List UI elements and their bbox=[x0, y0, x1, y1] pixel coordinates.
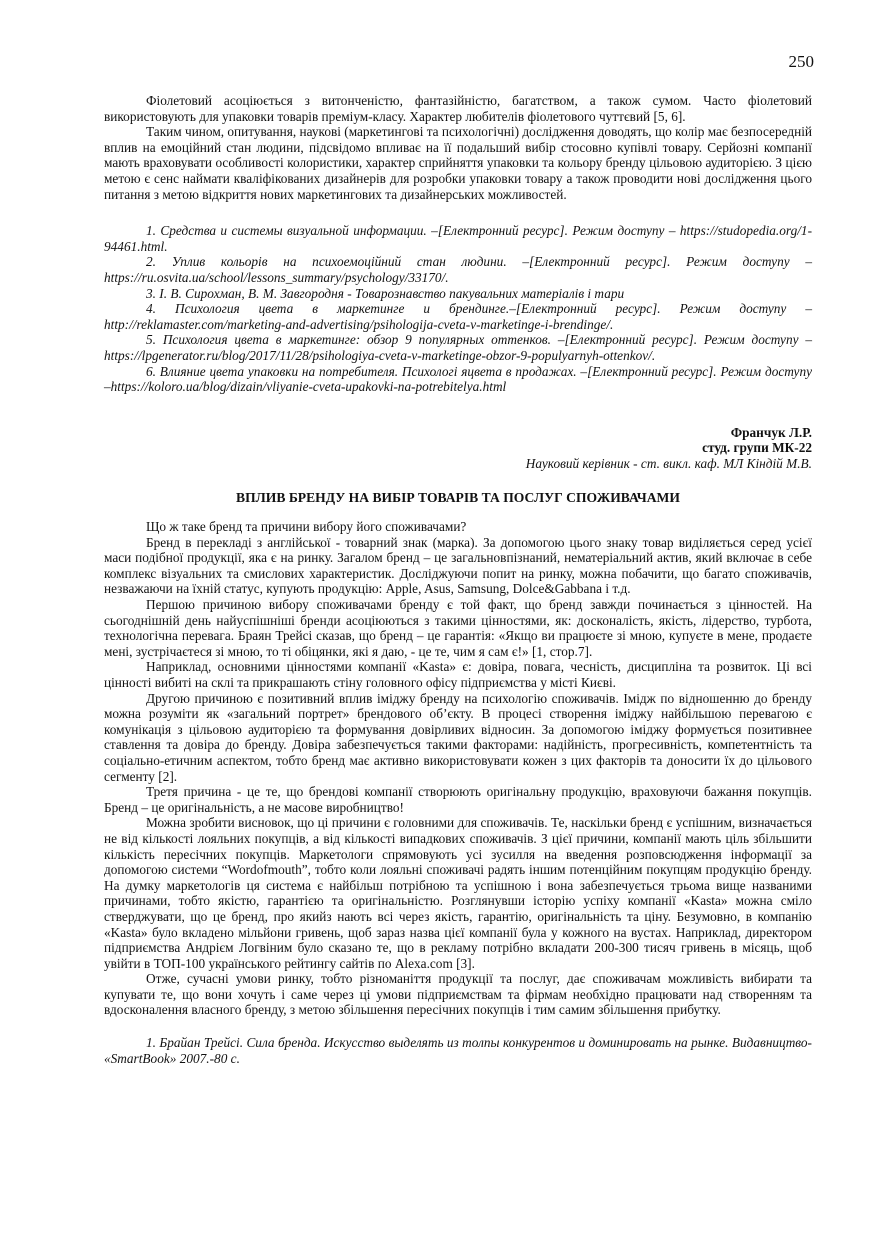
paragraph: Таким чином, опитування, наукові (маркетингові та психологічні) дослідження доводять, що колір має безпосередній вплив на емоційний стан людини, підсвідомо впливає на її подальший вибір стосовно купівлі товару. Серйозні компанії мають враховувати особливості колористики, характер сприйняття упаковки та кольору бренду цільовою аудиторією. З цією метою є сенс наймати кваліфікованих дизайнерів для розробки упаковки товару а також проводити нові дослідження цього питання з метою відкриття нових маркетингових та дизайнерських можливостей. bbox=[104, 124, 813, 202]
paragraph: Фіолетовий асоціюється з витонченістю, фантазійністю, багатством, а також сумом. Часто фіолетовий використовують для упаковки товарів преміум-класу. Характер любителів фіолетового чуттєвий [5, 6]. bbox=[104, 93, 812, 124]
author-group: студ. групи МК-22 bbox=[702, 440, 812, 456]
article-body bbox=[104, 519, 812, 1018]
reference-item: 6. Влияние цвета упаковки на потребителя. Психологі яцвета в продажах. –[Електронний ресурс]. Режим доступу –https://koloro.ua/blog/dizain/vliyanie-cveta-upakovki-na-potrebitelya.html bbox=[104, 363, 812, 395]
reference-item: 3. І. В. Сирохман, В. М. Завгородня - Товарознавство пакувальних матеріалів і тари bbox=[146, 285, 625, 301]
scientific-supervisor: Науковий керівник - ст. викл. каф. МЛ Кіндій М.В. bbox=[525, 456, 812, 472]
page-body bbox=[104, 93, 812, 1066]
paragraph: Бренд в перекладі з англійської - товарний знак (марка). За допомогою цього знаку товар виділяється серед усієї маси подібної продукції, яка є на ринку. Загалом бренд – це загальновпізнаний, нематеріальний актив, який включає в себе комплекс візуальних та смислових характеристик. Досліджуючи попит на ринку, можна побачити, що багато споживачів, незважаючи на їхній статус, купують продукцію: Apple, Asus, Samsung, Dolce&Gabbana і т.д. bbox=[104, 534, 812, 597]
section-intro bbox=[104, 93, 812, 202]
author-name: Франчук Л.Р. bbox=[730, 424, 812, 440]
paragraph: Другою причиною є позитивний вплив іміджу бренду на психологію споживачів. Імідж по відношенню до бренду можна розуміти як «загальний портрет» брендового об’єкту. В процесі створення іміджу найбільшою перевагою є комунікація з цільовою аудиторією та формування довірливих відносин. За допомогою іміджу формується позитивнее ставлення та довіра до бренду. Довіра забезпечується такими факторами: надійність, прогресивність, компетентність та соціально-етичним аспектом, тобто бренд має активно використовувати кожен з цих факторів та доносити їх до цільового сегменту [2]. bbox=[104, 690, 812, 784]
article-title: ВПЛИВ БРЕНДУ НА ВИБІР ТОВАРІВ ТА ПОСЛУГ СПОЖИВАЧАМИ bbox=[236, 490, 680, 506]
reference-item: 4. Психология цвета в маркетинге и брендинге.–[Електронний ресурс]. Режим доступу – http://reklamaster.com/marketing-and-advertising/psihologija-cveta-v-marketinge-i-brendinge/. bbox=[104, 301, 812, 332]
paragraph: Першою причиною вибору споживачами бренду є той факт, що бренд завжди починається з цінностей. На сьогоднішній день найуспішніші бренди асоціюються з такими цінностями, як: досконалість, якість, лідерство, турбота, технологічна перевага. Браян Трейсі сказав, що бренд – це гарантія: «Якщо ви працюєте зі мною, купуєте в мене, продаєте мені, зустрічаєтеся зі мною, то ті обіцянки, які я даю, - це те, чим я сам є!» [1, стор.7]. bbox=[104, 597, 812, 659]
reference-list bbox=[104, 1035, 812, 1066]
paragraph: Можна зробити висновок, що ці причини є головними для споживачів. Те, наскільки бренд є успішним, визначається не від кількості лояльних покупців, а від кількості випадкових споживачів. З цієї причини, компанії мають ціль збільшити кількість пересічних покупців. Маркетологи спрямовують усі зусилля на введення розповсюдження інформації за допомогою системи “Wordofmouth”, тобто коли лояльні споживачі радять іншим потенційним покупцям продукцію бренду. На думку маркетологів ця система є найбільш потрібною та успішною і вона забезпечується трьома вище названими причинами, тобто якістю, гарантією та оригінальністю. Розглянувши історію успіху компанії «Kasta» можна сміло стверджувати, що це бренд, про якийз нають всі через якість, гарантію, оригінальність та ціну. Безумовно, в компанію «Kasta» було вкладено мільйони гривень, щоб зараз назва цієї компанії була у кожного на вустах. Наприклад, директором підприємства Андрієм Логвіним було сказано те, що в рекламу потрібно вкладати 200-300 тисяч гривень в місяць, щоб увійти в ТОП-100 українського рейтингу сайтів по Alexa.com [3]. bbox=[104, 815, 812, 971]
paragraph: Третя причина - це те, що брендові компанії створюють оригінальну продукцію, враховуючи бажання покупців. Бренд – це оригінальність, а не масове виробництво! bbox=[104, 784, 812, 815]
reference-item: 1. Брайан Трейсі. Сила бренда. Искусство выделять из толпы конкурентов и доминировать на рынке. Видавництво- «SmartBook» 2007.-80 с. bbox=[104, 1035, 812, 1066]
paragraph: Наприклад, основними цінностями компанії «Kasta» є: довіра, повага, чесність, дисципліна та розвиток. Ці всі цінності вибиті на склі та прикрашають стіну головного офісу підприємства у місті Києві. bbox=[104, 659, 812, 691]
reference-item: 2. Уплив кольорів на психоемоційний стан людини. –[Електронний ресурс]. Режим доступу – https://ru.osvita.ua/school/lessons_summary/psychology/33170/. bbox=[104, 254, 812, 285]
paragraph: Що ж таке бренд та причини вибору його споживачами? bbox=[146, 519, 467, 535]
reference-list bbox=[104, 223, 812, 395]
reference-item: 1. Средства и системы визуальной информации. –[Електронний ресурс]. Режим доступу – https://studopedia.org/1-94461.html. bbox=[104, 223, 812, 254]
paragraph: Отже, сучасні умови ринку, тобто різноманіття продукції та послуг, дає споживачам можливість вибирати та купувати те, що вони хочуть і саме через ці умови підприємствам та фірмам необхідно працювати над створенням та вдосконалення власного бренду, з метою збільшення пересічних покупців і тим самим збільшення прибутку. bbox=[104, 971, 812, 1018]
reference-item: 5. Психология цвета в маркетинге: обзор 9 популярных оттенков. –[Електронний ресурс]. Режим доступу –https://lpgenerator.ru/blog/2017/11/28/psihologiya-cveta-v-marketinge-obzor-9-populyarnyh-ottenkov/. bbox=[104, 332, 812, 363]
author-block bbox=[104, 425, 812, 472]
page-number: 250 bbox=[788, 52, 814, 71]
